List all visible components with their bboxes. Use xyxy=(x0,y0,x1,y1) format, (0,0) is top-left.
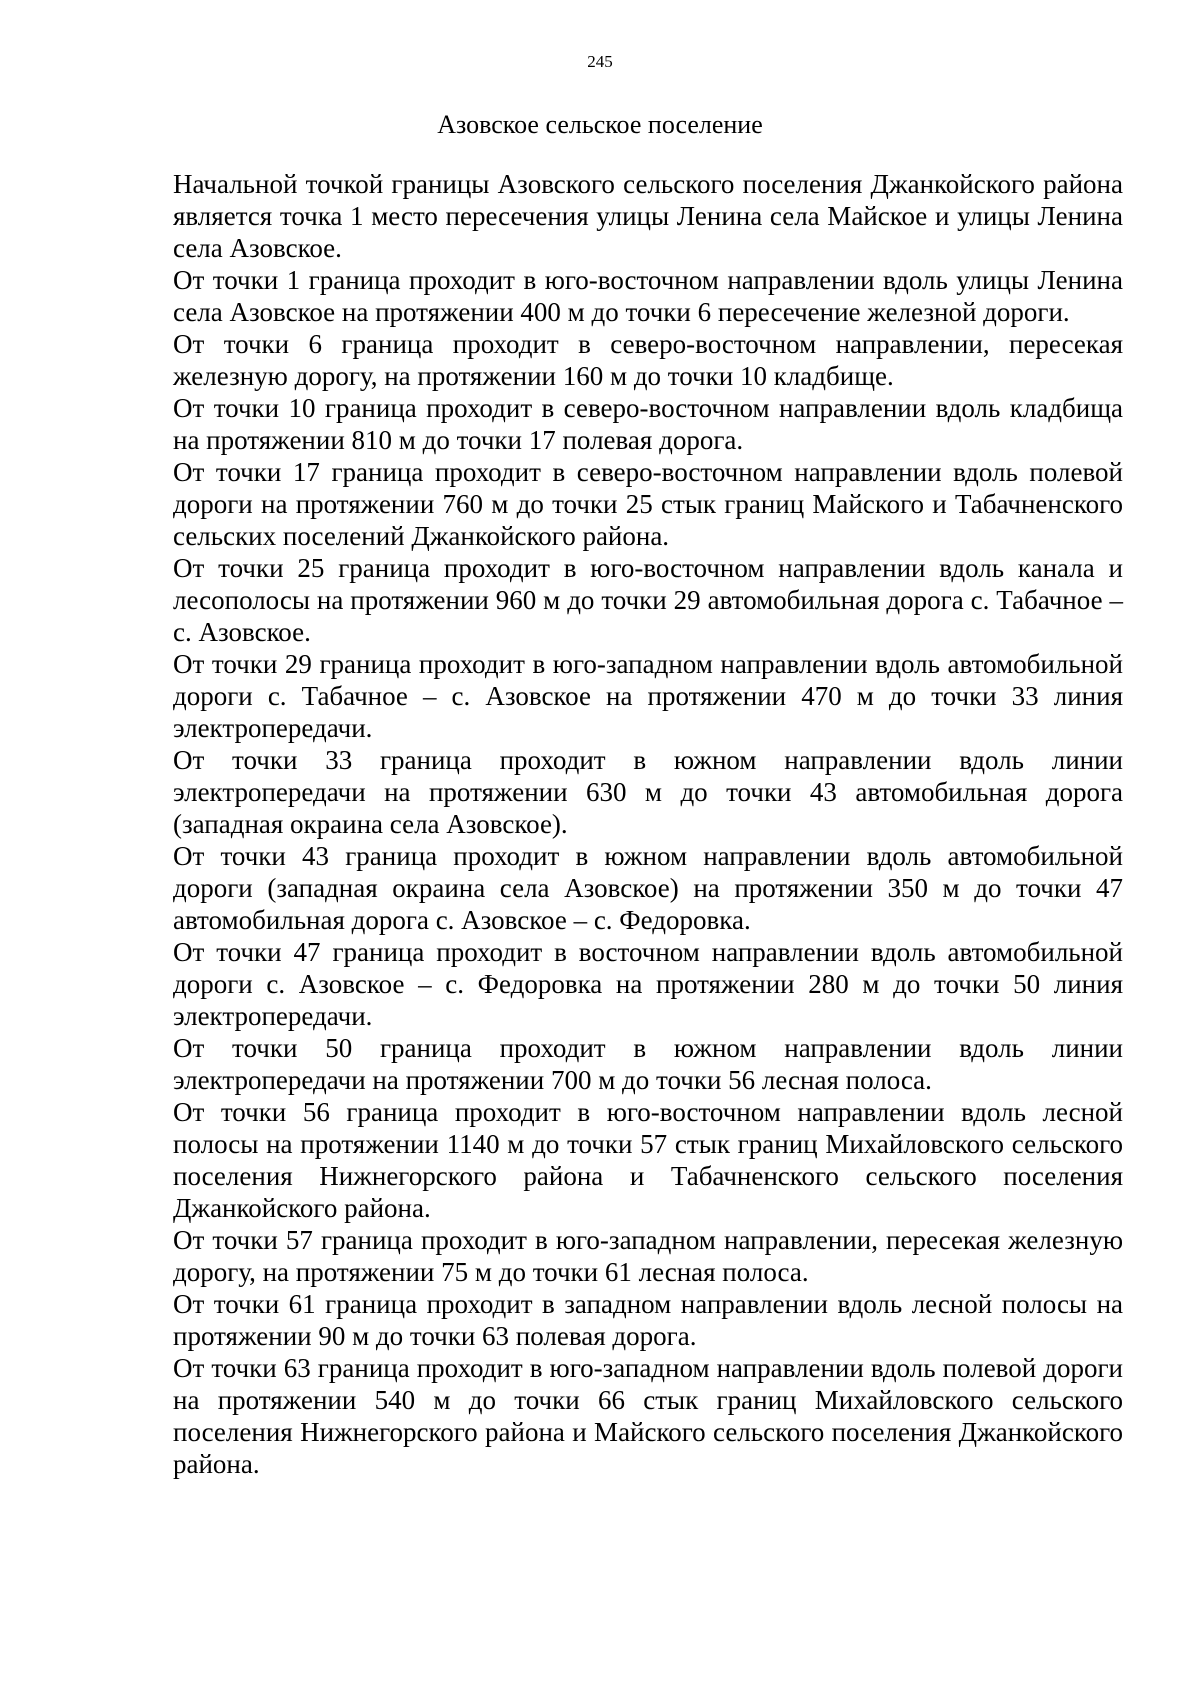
paragraph: От точки 50 граница проходит в южном направлении вдоль линии электропередачи на протяжении 700 м до точки 56 лесная полоса. xyxy=(173,1033,1123,1095)
paragraph: От точки 25 граница проходит в юго-восточном направлении вдоль канала и лесополосы на протяжении 960 м до точки 29 автомобильная дорога с. Табачное – с. Азовское. xyxy=(173,553,1123,647)
paragraph: От точки 1 граница проходит в юго-восточном направлении вдоль улицы Ленина села Азовское на протяжении 400 м до точки 6 пересечение железной дороги. xyxy=(173,265,1123,327)
paragraph: От точки 10 граница проходит в северо-восточном направлении вдоль кладбища на протяжении 810 м до точки 17 полевая дорога. xyxy=(173,393,1123,455)
paragraph: От точки 47 граница проходит в восточном направлении вдоль автомобильной дороги с. Азовское – с. Федоровка на протяжении 280 м до точки 50 линия электропередачи. xyxy=(173,937,1123,1031)
paragraph: От точки 43 граница проходит в южном направлении вдоль автомобильной дороги (западная окраина села Азовское) на протяжении 350 м до точки 47 автомобильная дорога с. Азовское – с. Федоровка. xyxy=(173,841,1123,935)
document-title: Азовское сельское поселение xyxy=(437,110,763,139)
document-body xyxy=(173,168,1123,1480)
paragraph: От точки 63 граница проходит в юго-западном направлении вдоль полевой дороги на протяжении 540 м до точки 66 стык границ Михайловского сельского поселения Нижнегорского района и Майского сельского поселения Джанкойского района. xyxy=(173,1353,1123,1479)
paragraph: От точки 29 граница проходит в юго-западном направлении вдоль автомобильной дороги с. Табачное – с. Азовское на протяжении 470 м до точки 33 линия электропередачи. xyxy=(173,649,1123,743)
paragraph: От точки 6 граница проходит в северо-восточном направлении, пересекая железную дорогу, на протяжении 160 м до точки 10 кладбище. xyxy=(173,329,1123,391)
paragraph: От точки 61 граница проходит в западном направлении вдоль лесной полосы на протяжении 90 м до точки 63 полевая дорога. xyxy=(173,1289,1123,1351)
paragraph: От точки 17 граница проходит в северо-восточном направлении вдоль полевой дороги на протяжении 760 м до точки 25 стык границ Майского и Табачненского сельских поселений Джанкойского района. xyxy=(173,457,1123,551)
paragraph: От точки 33 граница проходит в южном направлении вдоль линии электропередачи на протяжении 630 м до точки 43 автомобильная дорога (западная окраина села Азовское). xyxy=(173,745,1123,839)
paragraph: От точки 56 граница проходит в юго-восточном направлении вдоль лесной полосы на протяжении 1140 м до точки 57 стык границ Михайловского сельского поселения Нижнегорского района и Табачненского сельского поселения Джанкойского района. xyxy=(173,1097,1123,1223)
paragraph: Начальной точкой границы Азовского сельского поселения Джанкойского района является точка 1 место пересечения улицы Ленина села Майское и улицы Ленина села Азовское. xyxy=(173,169,1123,263)
page-number: 245 xyxy=(587,52,613,71)
paragraph: От точки 57 граница проходит в юго-западном направлении, пересекая железную дорогу, на протяжении 75 м до точки 61 лесная полоса. xyxy=(173,1225,1123,1287)
